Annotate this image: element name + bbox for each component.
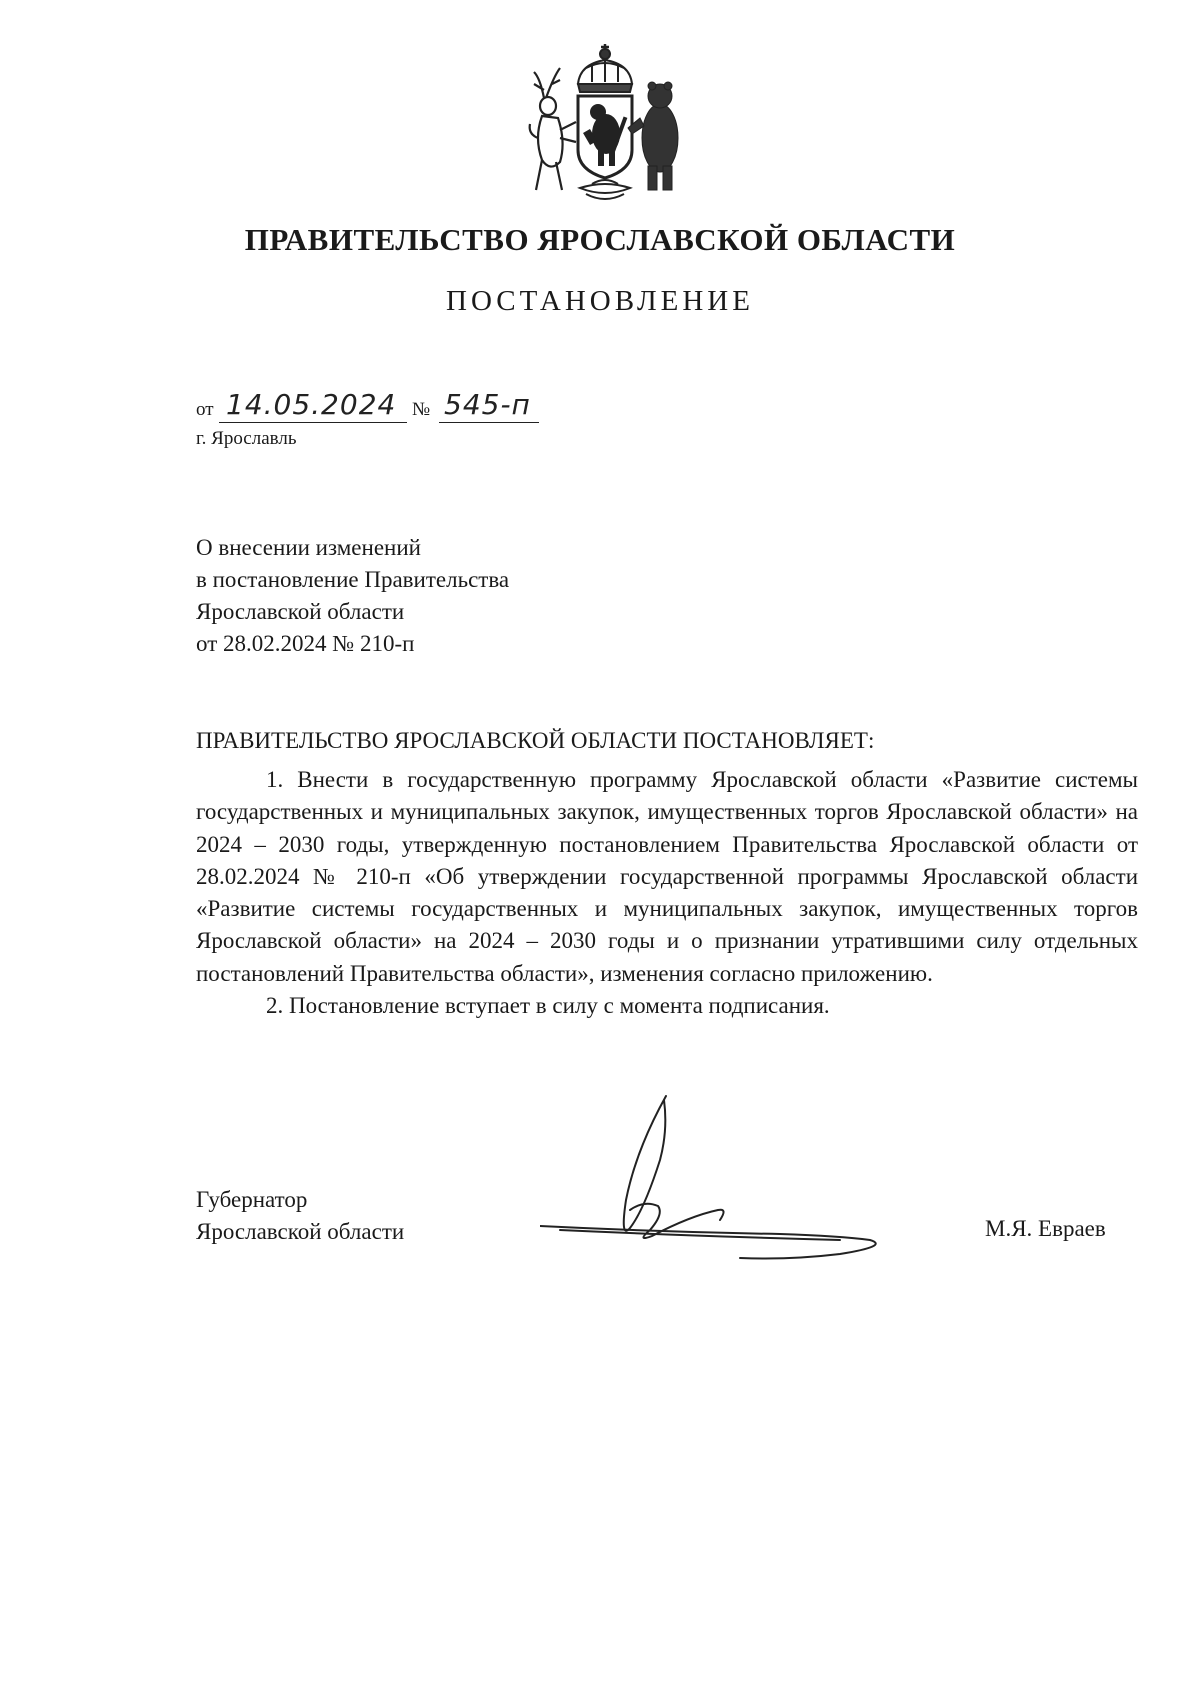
date-underline [219,422,407,423]
registration-line [196,388,556,425]
document-type-title: ПОСТАНОВЛЕНИЕ [446,285,754,317]
decree-heading: ПРАВИТЕЛЬСТВО ЯРОСЛАВСКОЙ ОБЛАСТИ ПОСТАНОВЛЯЕТ: [196,728,875,753]
subject-line: Ярославской области [196,599,405,624]
city-label: г. Ярославль [196,428,297,449]
government-title: ПРАВИТЕЛЬСТВО ЯРОСЛАВСКОЙ ОБЛАСТИ [244,222,956,257]
handwritten-number: 545-п [444,388,531,421]
decree-body [196,764,1138,1022]
handwritten-date: 14.05.2024 [226,388,397,421]
signer-position-line: Ярославской области [196,1219,405,1244]
document-subject [196,532,509,660]
number-underline [439,422,539,423]
date-prefix: от [196,399,214,420]
subject-line: от 28.02.2024 № 210-п [196,631,415,656]
coat-of-arms-icon [520,38,690,208]
decree-item: 1. Внести в государственную программу Ярославской области «Развитие системы государственных и муниципальных закупок, имущественных торгов Ярославской области» на 2024 – 2030 годы, утвержденную постановлением Правительства Ярославской области от 28.02.2024 № 210-п «Об утверждении государственной программы Ярославской области «Развитие системы государственных и муниципальных закупок, имущественных торгов Ярославской области» на 2024 – 2030 годы и о признании утратившими силу отдельных постановлений Правительства области», изменения согласно приложению. [196,767,1138,986]
handwritten-signature [540,1090,920,1280]
decree-item: 2. Постановление вступает в силу с момента подписания. [266,993,830,1019]
number-prefix: № [412,399,431,420]
signer-name: М.Я. Евраев [985,1216,1106,1241]
subject-line: О внесении изменений [196,535,421,560]
signer-position-line: Губернатор [196,1187,308,1212]
subject-line: в постановление Правительства [196,567,510,592]
signer-position [196,1184,404,1248]
